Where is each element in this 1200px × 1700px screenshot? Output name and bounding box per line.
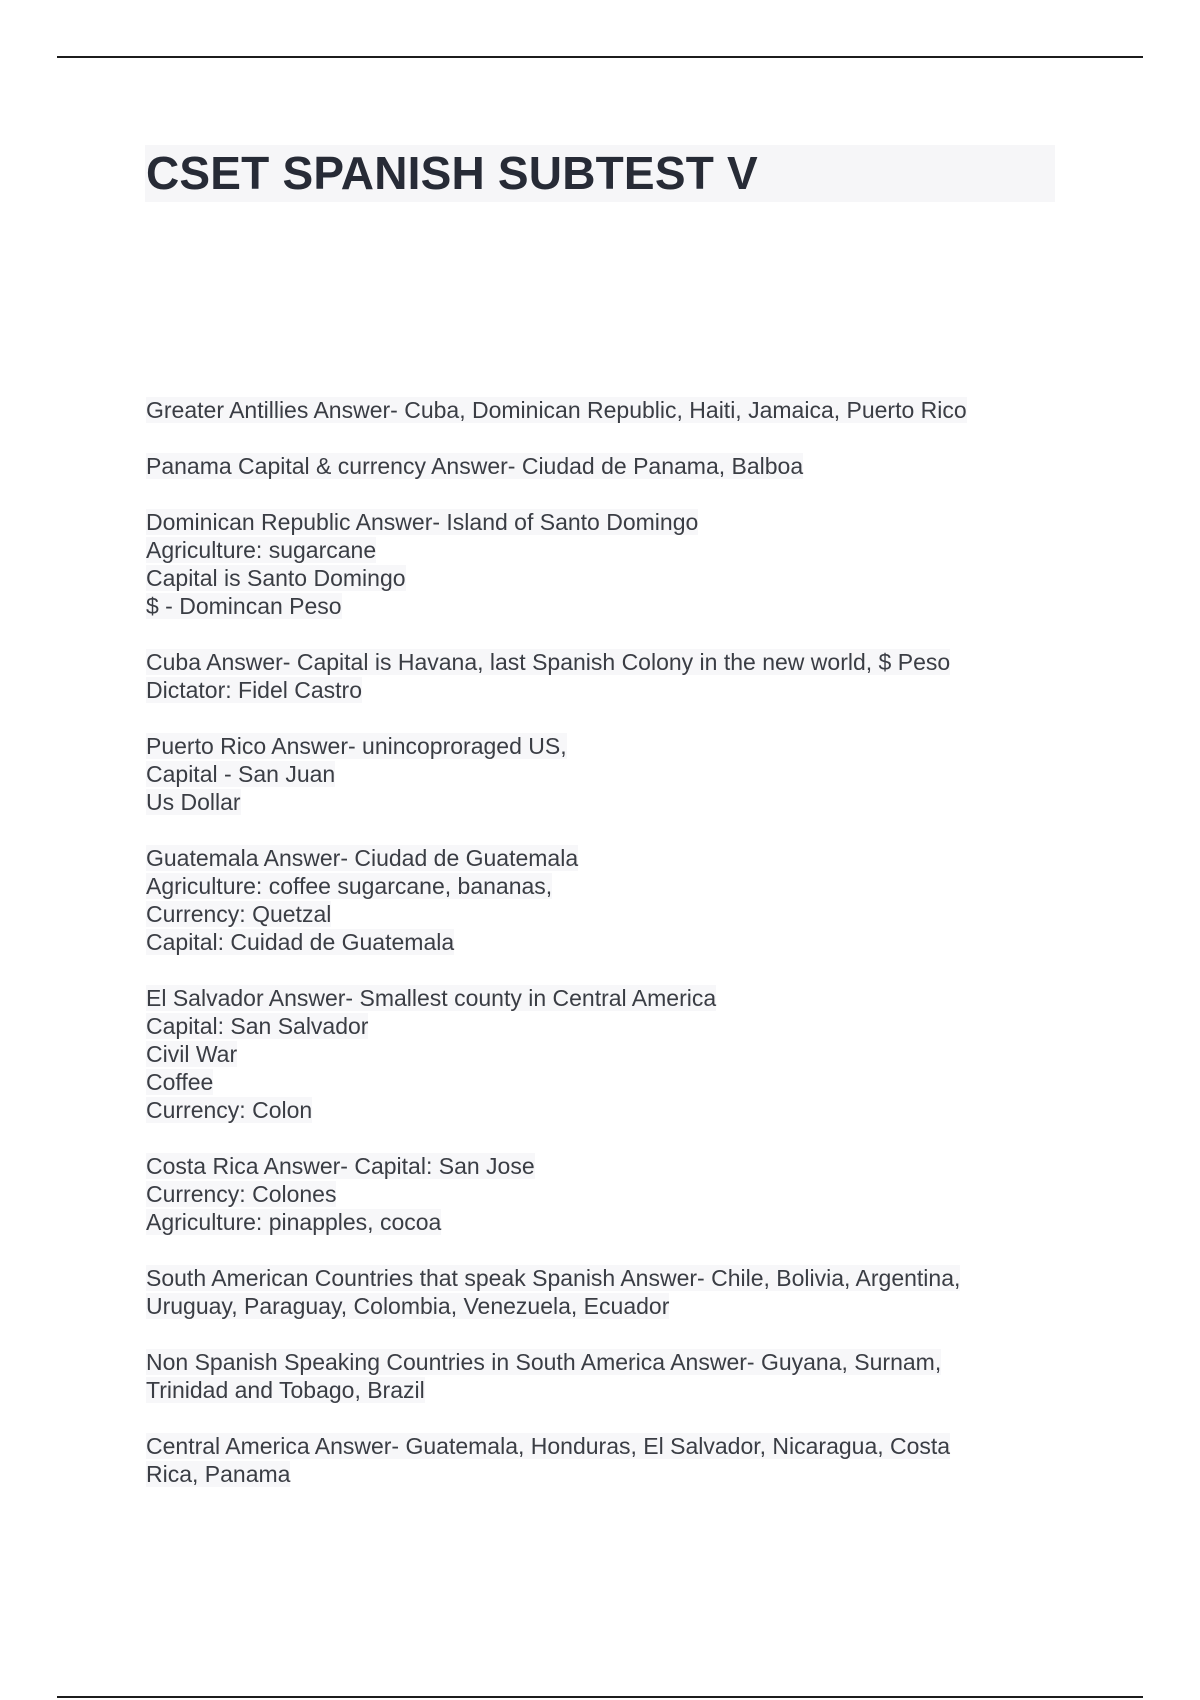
qa-card bbox=[146, 732, 1046, 816]
qa-line-text: Trinidad and Tobago, Brazil bbox=[146, 1377, 425, 1403]
qa-line-text: Coffee bbox=[146, 1069, 214, 1095]
qa-line-text: Dominican Republic Answer- Island of Santo Domingo bbox=[146, 509, 699, 535]
bottom-divider bbox=[57, 1696, 1143, 1698]
qa-detail-line bbox=[146, 900, 1046, 928]
qa-line-text: Puerto Rico Answer- unincoproraged US, bbox=[146, 733, 567, 759]
qa-line-text: Capital is Santo Domingo bbox=[146, 565, 406, 591]
qa-line-text: Currency: Colones bbox=[146, 1181, 337, 1207]
qa-detail-line bbox=[146, 564, 1046, 592]
qa-card bbox=[146, 1152, 1046, 1236]
qa-question-line bbox=[146, 648, 1046, 676]
qa-line-text: Costa Rica Answer- Capital: San Jose bbox=[146, 1153, 535, 1179]
qa-card bbox=[146, 396, 1046, 424]
qa-detail-line bbox=[146, 788, 1046, 816]
qa-line-text: South American Countries that speak Spanish Answer- Chile, Bolivia, Argentina, bbox=[146, 1265, 961, 1291]
qa-card bbox=[146, 844, 1046, 956]
top-divider bbox=[57, 56, 1143, 58]
qa-question-line bbox=[146, 1348, 1046, 1376]
qa-line-text: Greater Antillies Answer- Cuba, Dominican Republic, Haiti, Jamaica, Puerto Rico bbox=[146, 397, 967, 423]
qa-detail-line bbox=[146, 1068, 1046, 1096]
qa-line-text: Capital: Cuidad de Guatemala bbox=[146, 929, 455, 955]
qa-line-text: Agriculture: coffee sugarcane, bananas, bbox=[146, 873, 553, 899]
qa-line-text: Panama Capital & currency Answer- Ciudad de Panama, Balboa bbox=[146, 453, 804, 479]
qa-line-text: Uruguay, Paraguay, Colombia, Venezuela, Ecuador bbox=[146, 1293, 670, 1319]
qa-card bbox=[146, 1348, 1046, 1404]
qa-line-text: Central America Answer- Guatemala, Honduras, El Salvador, Nicaragua, Costa bbox=[146, 1433, 951, 1459]
qa-card bbox=[146, 508, 1046, 620]
qa-line-text: Guatemala Answer- Ciudad de Guatemala bbox=[146, 845, 579, 871]
qa-detail-line bbox=[146, 928, 1046, 956]
qa-detail-line bbox=[146, 1376, 1046, 1404]
qa-detail-line bbox=[146, 760, 1046, 788]
qa-detail-line bbox=[146, 676, 1046, 704]
qa-question-line bbox=[146, 844, 1046, 872]
qa-line-text: Us Dollar bbox=[146, 789, 241, 815]
qa-line-text: El Salvador Answer- Smallest county in Central America bbox=[146, 985, 717, 1011]
qa-line-text: Currency: Colon bbox=[146, 1097, 313, 1123]
qa-line-text: Agriculture: pinapples, cocoa bbox=[146, 1209, 442, 1235]
qa-question-line bbox=[146, 508, 1046, 536]
qa-question-line bbox=[146, 1264, 1046, 1292]
qa-card bbox=[146, 452, 1046, 480]
qa-line-text: Civil War bbox=[146, 1041, 238, 1067]
qa-line-text: Capital - San Juan bbox=[146, 761, 336, 787]
qa-line-text: Dictator: Fidel Castro bbox=[146, 677, 363, 703]
qa-question-line bbox=[146, 396, 1046, 424]
qa-list bbox=[146, 396, 1046, 1516]
qa-line-text: Rica, Panama bbox=[146, 1461, 291, 1487]
qa-question-line bbox=[146, 452, 1046, 480]
qa-question-line bbox=[146, 1432, 1046, 1460]
qa-question-line bbox=[146, 732, 1046, 760]
qa-card bbox=[146, 648, 1046, 704]
qa-detail-line bbox=[146, 1012, 1046, 1040]
qa-detail-line bbox=[146, 1040, 1046, 1068]
qa-detail-line bbox=[146, 1096, 1046, 1124]
qa-line-text: Currency: Quetzal bbox=[146, 901, 332, 927]
qa-question-line bbox=[146, 1152, 1046, 1180]
qa-card bbox=[146, 1432, 1046, 1488]
qa-detail-line bbox=[146, 1460, 1046, 1488]
qa-detail-line bbox=[146, 1208, 1046, 1236]
qa-line-text: $ - Domincan Peso bbox=[146, 593, 342, 619]
qa-detail-line bbox=[146, 872, 1046, 900]
qa-line-text: Non Spanish Speaking Countries in South America Answer- Guyana, Surnam, bbox=[146, 1349, 942, 1375]
qa-card bbox=[146, 984, 1046, 1124]
qa-line-text: Agriculture: sugarcane bbox=[146, 537, 377, 563]
qa-line-text: Capital: San Salvador bbox=[146, 1013, 369, 1039]
qa-line-text: Cuba Answer- Capital is Havana, last Spanish Colony in the new world, $ Peso bbox=[146, 649, 951, 675]
qa-detail-line bbox=[146, 1180, 1046, 1208]
qa-question-line bbox=[146, 984, 1046, 1012]
qa-card bbox=[146, 1264, 1046, 1320]
qa-detail-line bbox=[146, 592, 1046, 620]
qa-detail-line bbox=[146, 536, 1046, 564]
qa-detail-line bbox=[146, 1292, 1046, 1320]
page-title: CSET SPANISH SUBTEST V bbox=[146, 147, 758, 199]
